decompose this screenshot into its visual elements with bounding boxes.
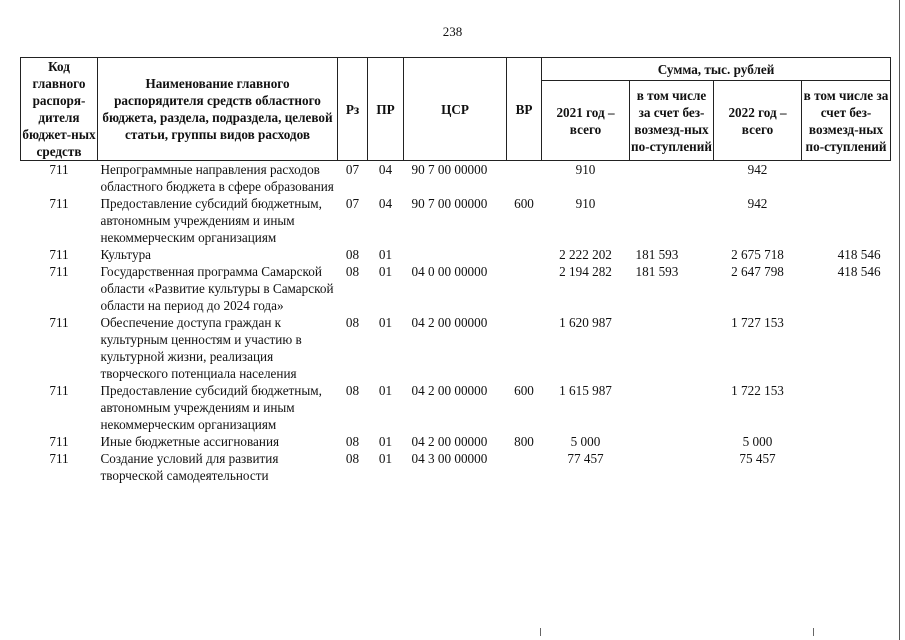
scan-mark [540, 628, 541, 636]
header-vr: ВР [507, 58, 542, 161]
cell-2021-incl [630, 161, 714, 196]
cell-csr: 90 7 00 00000 [411, 196, 488, 211]
header-2021-incl: в том числе за счет без-возмезд-ных по-ступлений [630, 81, 714, 161]
cell-rz: 08 [345, 383, 360, 398]
page-edge-line [899, 0, 900, 640]
cell-pr: 04 [378, 196, 393, 211]
cell-2021-total: 77 457 [567, 451, 604, 466]
cell-rz: 08 [345, 247, 360, 262]
header-csr: ЦСР [404, 58, 507, 161]
cell-2021-incl: 181 593 [635, 264, 679, 279]
cell-rz: 08 [345, 315, 360, 330]
cell-2021-total: 910 [575, 162, 596, 177]
cell-kod: 711 [49, 434, 69, 449]
cell-csr: 04 3 00 00000 [411, 451, 488, 466]
table-row [21, 450, 891, 484]
cell-name: Создание условий для развития творческой самодеятельности [100, 451, 279, 483]
cell-csr: 90 7 00 00000 [411, 162, 488, 177]
cell-2022-total: 1 727 153 [731, 315, 784, 330]
header-kod: Код главного распоря-дителя бюджет-ных средств [22, 59, 96, 159]
cell-vr [507, 450, 542, 484]
table-row [21, 246, 891, 263]
cell-2022-incl [802, 161, 891, 196]
cell-vr [507, 263, 542, 314]
cell-pr: 04 [378, 162, 393, 177]
header-name: Наименование главного распорядителя средств областного бюджета, раздела, подраздела, целевой статьи, группы видов расходов [98, 58, 338, 161]
cell-csr [404, 246, 507, 263]
cell-csr: 04 2 00 00000 [411, 315, 488, 330]
cell-2021-total: 2 194 282 [559, 264, 612, 279]
header-sum-title: Сумма, тыс. рублей [542, 58, 891, 81]
cell-name: Обеспечение доступа граждан к культурным ценностям и участию в культурной жизни, реализация творческого потенциала населения [100, 315, 302, 381]
table-body [21, 161, 891, 485]
cell-rz: 07 [345, 162, 360, 177]
cell-vr: 600 [514, 196, 534, 211]
cell-2022-incl: 418 546 [837, 264, 881, 279]
table-row [21, 161, 891, 196]
cell-2021-incl [630, 382, 714, 433]
cell-2022-incl [802, 450, 891, 484]
cell-name: Культура [100, 247, 152, 262]
scan-mark [813, 628, 814, 636]
cell-2021-total: 910 [575, 196, 596, 211]
cell-2022-total: 2 647 798 [731, 264, 784, 279]
cell-2022-incl: 418 546 [837, 247, 881, 262]
cell-csr: 04 2 00 00000 [411, 434, 488, 449]
cell-kod: 711 [49, 315, 69, 330]
table-row [21, 382, 891, 433]
cell-name: Предоставление субсидий бюджетным, автономным учреждениям и иным некоммерческим организациям [100, 383, 322, 432]
cell-rz: 07 [345, 196, 360, 211]
cell-pr: 01 [378, 247, 393, 262]
cell-rz: 08 [345, 451, 360, 466]
table-row [21, 263, 891, 314]
table-header [21, 58, 891, 161]
cell-vr [507, 314, 542, 382]
cell-name: Непрограммные направления расходов областного бюджета в сфере образования [100, 162, 334, 194]
cell-kod: 711 [49, 247, 69, 262]
header-2022-incl: в том числе за счет без-возмезд-ных по-ступлений [802, 81, 891, 161]
cell-2022-incl [802, 433, 891, 450]
cell-2022-total: 75 457 [739, 451, 776, 466]
cell-2022-total: 2 675 718 [731, 247, 784, 262]
cell-kod: 711 [49, 264, 69, 279]
budget-table [20, 57, 891, 484]
cell-2021-total: 1 615 987 [559, 383, 612, 398]
cell-csr: 04 2 00 00000 [411, 383, 488, 398]
cell-kod: 711 [49, 451, 69, 466]
cell-pr: 01 [378, 451, 393, 466]
cell-vr: 600 [514, 383, 534, 398]
cell-pr: 01 [378, 264, 393, 279]
table-row [21, 433, 891, 450]
header-2022-total: 2022 год – всего [714, 81, 802, 161]
table-row [21, 314, 891, 382]
cell-2021-incl [630, 433, 714, 450]
cell-2022-total: 942 [747, 196, 768, 211]
page-number: 238 [442, 24, 463, 39]
header-2021-total: 2021 год – всего [542, 81, 630, 161]
cell-pr: 01 [378, 315, 393, 330]
cell-2022-total: 5 000 [742, 434, 773, 449]
cell-kod: 711 [49, 383, 69, 398]
cell-2021-incl [630, 314, 714, 382]
cell-2022-incl [802, 314, 891, 382]
cell-kod: 711 [49, 196, 69, 211]
cell-vr: 800 [514, 434, 534, 449]
cell-kod: 711 [49, 162, 69, 177]
header-pr: ПР [368, 58, 404, 161]
header-rz: Рз [338, 58, 368, 161]
cell-pr: 01 [378, 383, 393, 398]
cell-2022-incl [802, 195, 891, 246]
table-row [21, 195, 891, 246]
cell-rz: 08 [345, 434, 360, 449]
cell-pr: 01 [378, 434, 393, 449]
cell-rz: 08 [345, 264, 360, 279]
cell-2021-total: 2 222 202 [559, 247, 612, 262]
cell-name: Предоставление субсидий бюджетным, автономным учреждениям и иным некоммерческим организациям [100, 196, 322, 245]
cell-csr: 04 0 00 00000 [411, 264, 488, 279]
cell-2022-total: 1 722 153 [731, 383, 784, 398]
cell-2022-incl [802, 382, 891, 433]
cell-2021-incl [630, 195, 714, 246]
cell-vr [507, 161, 542, 196]
cell-2022-total: 942 [747, 162, 768, 177]
cell-name: Государственная программа Самарской области «Развитие культуры в Самарской области на период до 2024 года» [100, 264, 334, 313]
cell-vr [507, 246, 542, 263]
cell-2021-incl: 181 593 [635, 247, 679, 262]
cell-2021-total: 5 000 [570, 434, 601, 449]
cell-2021-total: 1 620 987 [559, 315, 612, 330]
cell-2021-incl [630, 450, 714, 484]
cell-name: Иные бюджетные ассигнования [100, 434, 280, 449]
